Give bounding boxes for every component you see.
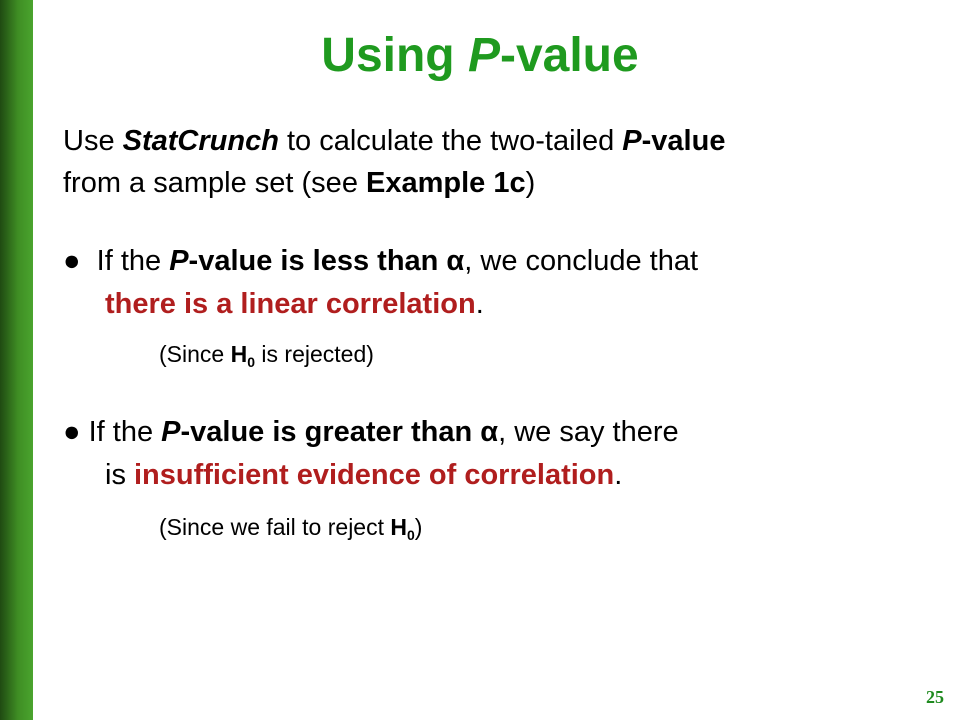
note-fail-to-reject-h0: (Since we fail to reject $H_0$) (159, 514, 423, 543)
bullet-2-line-2: is insufficient evidence of correlation. (105, 459, 623, 491)
page-number: 25 (926, 687, 944, 707)
statcrunch-term: StatCrunch (122, 125, 279, 157)
note-h0-rejected: (Since $H_0$ is rejected) (159, 341, 374, 370)
insufficient-evidence-conclusion: insufficient evidence of correlation (134, 459, 615, 491)
intro-paragraph (63, 120, 943, 204)
bullet-greater-than-alpha (63, 411, 943, 497)
bullet-marker-icon: ● (63, 245, 81, 277)
intro-line-1: Use StatCrunch to calculate the two-tailed P-value (63, 125, 726, 157)
bullet-2-line-1: ● If the P-value is greater than α, we say there (63, 416, 679, 448)
slide-sidebar-bar (0, 0, 33, 720)
linear-correlation-conclusion: there is a linear correlation (105, 288, 476, 320)
bullet-1-line-1: ● If the P-value is less than α, we conclude that (63, 245, 699, 277)
intro-line-2: from a sample set (see Example 1c) (63, 167, 536, 199)
slide-title: Using P-value (321, 29, 639, 82)
bullet-1-line-2: there is a linear correlation. (105, 288, 484, 320)
example-reference: Example 1c (366, 167, 526, 199)
bullet-less-than-alpha (63, 240, 943, 326)
bullet-marker-icon: ● (63, 416, 81, 448)
